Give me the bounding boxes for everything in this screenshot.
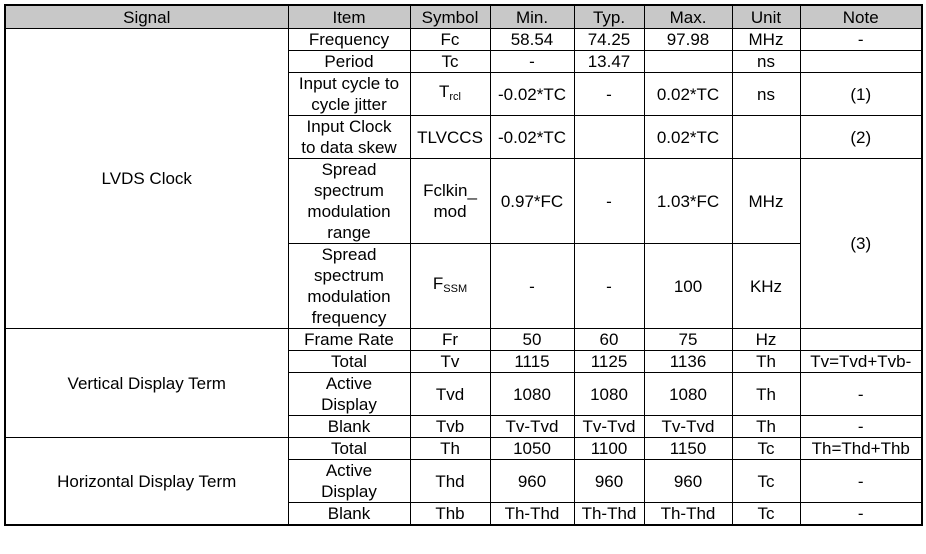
- item-cell: Blank: [288, 416, 410, 438]
- symbol-cell: Thd: [410, 460, 490, 503]
- item-cell: Frame Rate: [288, 329, 410, 351]
- unit-cell: MHz: [732, 159, 800, 244]
- note-cell: -: [800, 416, 922, 438]
- note-cell: (2): [800, 116, 922, 159]
- symbol-base: T: [439, 81, 450, 101]
- max-cell: 1136: [644, 351, 732, 373]
- symbol-cell: Tvd: [410, 373, 490, 416]
- unit-cell: ns: [732, 73, 800, 116]
- unit-cell: KHz: [732, 244, 800, 329]
- signal-horizontal-display-term: Horizontal Display Term: [5, 438, 288, 526]
- header-min: Min.: [490, 5, 574, 29]
- min-cell: 58.54: [490, 29, 574, 51]
- symbol-cell: [410, 244, 490, 329]
- note-cell: -: [800, 460, 922, 503]
- symbol-base: F: [432, 273, 444, 293]
- item-line: spectrum: [314, 266, 384, 285]
- item-line: modulation: [307, 287, 391, 306]
- item-line: Active: [325, 461, 373, 480]
- table-row: [5, 438, 922, 460]
- min-cell: -: [490, 244, 574, 329]
- unit-cell: Th: [732, 373, 800, 416]
- note-cell: [800, 329, 922, 351]
- symbol-cell: Tv: [410, 351, 490, 373]
- typ-cell: -: [574, 244, 644, 329]
- typ-cell: 1125: [574, 351, 644, 373]
- item-line: Spread: [321, 160, 377, 179]
- note-cell: Th=Thd+Thb: [800, 438, 922, 460]
- unit-cell: Th: [732, 351, 800, 373]
- item-line: modulation: [307, 202, 391, 221]
- item-line: Input Clock: [306, 117, 392, 136]
- min-cell: 1115: [490, 351, 574, 373]
- item-line: spectrum: [314, 181, 384, 200]
- item-cell: [288, 159, 410, 244]
- typ-cell: -: [574, 159, 644, 244]
- unit-cell: Th: [732, 416, 800, 438]
- symbol-cell: Tc: [410, 51, 490, 73]
- item-line: Spread: [321, 245, 377, 264]
- max-cell: [644, 51, 732, 73]
- note-cell: -: [800, 503, 922, 526]
- typ-cell: 60: [574, 329, 644, 351]
- unit-cell: Hz: [732, 329, 800, 351]
- symbol-line: mod: [433, 202, 467, 221]
- item-line: range: [327, 223, 371, 242]
- item-line: Active: [325, 374, 373, 393]
- item-cell: Total: [288, 438, 410, 460]
- item-cell: Total: [288, 351, 410, 373]
- typ-cell: -: [574, 73, 644, 116]
- typ-cell: Th-Thd: [574, 503, 644, 526]
- table-row: [5, 329, 922, 351]
- max-cell: 0.02*TC: [644, 116, 732, 159]
- item-line: to data skew: [301, 138, 397, 157]
- symbol-cell: TLVCCS: [410, 116, 490, 159]
- note-cell: (1): [800, 73, 922, 116]
- header-item: Item: [288, 5, 410, 29]
- header-row: [5, 5, 922, 29]
- max-cell: 97.98: [644, 29, 732, 51]
- table-row: [5, 29, 922, 51]
- typ-cell: [574, 116, 644, 159]
- item-line: cycle jitter: [311, 95, 387, 114]
- header-typ: Typ.: [574, 5, 644, 29]
- min-cell: -0.02*TC: [490, 116, 574, 159]
- min-cell: 960: [490, 460, 574, 503]
- signal-vertical-display-term: Vertical Display Term: [5, 329, 288, 438]
- min-cell: 1050: [490, 438, 574, 460]
- unit-cell: [732, 116, 800, 159]
- timing-spec-table: [4, 4, 923, 526]
- symbol-cell: [410, 73, 490, 116]
- note-cell: [800, 51, 922, 73]
- item-line: Display: [321, 482, 377, 501]
- min-cell: -0.02*TC: [490, 73, 574, 116]
- unit-cell: Tc: [732, 503, 800, 526]
- min-cell: -: [490, 51, 574, 73]
- typ-cell: 74.25: [574, 29, 644, 51]
- item-cell: [288, 73, 410, 116]
- typ-cell: Tv-Tvd: [574, 416, 644, 438]
- unit-cell: Tc: [732, 460, 800, 503]
- item-line: frequency: [311, 308, 387, 327]
- note-cell: Tv=Tvd+Tvb-: [800, 351, 922, 373]
- max-cell: 1080: [644, 373, 732, 416]
- min-cell: 0.97*FC: [490, 159, 574, 244]
- unit-cell: ns: [732, 51, 800, 73]
- symbol-cell: Thb: [410, 503, 490, 526]
- header-unit: Unit: [732, 5, 800, 29]
- item-line: Input cycle to: [298, 74, 400, 93]
- symbol-cell: Fr: [410, 329, 490, 351]
- spec-table-container: [4, 4, 923, 526]
- symbol-cell: Tvb: [410, 416, 490, 438]
- note-cell: -: [800, 29, 922, 51]
- unit-cell: Tc: [732, 438, 800, 460]
- symbol-subscript: SSM: [443, 282, 468, 295]
- max-cell: 1150: [644, 438, 732, 460]
- min-cell: 1080: [490, 373, 574, 416]
- signal-lvds-clock: LVDS Clock: [5, 29, 288, 329]
- symbol-cell: [410, 159, 490, 244]
- item-line: Display: [321, 395, 377, 414]
- symbol-line: Fclkin_: [423, 181, 477, 200]
- header-symbol: Symbol: [410, 5, 490, 29]
- item-cell: [288, 373, 410, 416]
- max-cell: 100: [644, 244, 732, 329]
- typ-cell: 1080: [574, 373, 644, 416]
- header-max: Max.: [644, 5, 732, 29]
- max-cell: 960: [644, 460, 732, 503]
- item-cell: [288, 460, 410, 503]
- min-cell: 50: [490, 329, 574, 351]
- min-cell: Tv-Tvd: [490, 416, 574, 438]
- typ-cell: 1100: [574, 438, 644, 460]
- unit-cell: MHz: [732, 29, 800, 51]
- header-note: Note: [800, 5, 922, 29]
- typ-cell: 13.47: [574, 51, 644, 73]
- max-cell: Th-Thd: [644, 503, 732, 526]
- header-signal: Signal: [5, 5, 288, 29]
- item-cell: [288, 116, 410, 159]
- item-cell: Blank: [288, 503, 410, 526]
- symbol-cell: Th: [410, 438, 490, 460]
- note-cell: (3): [800, 159, 922, 329]
- max-cell: 0.02*TC: [644, 73, 732, 116]
- typ-cell: 960: [574, 460, 644, 503]
- item-cell: Period: [288, 51, 410, 73]
- min-cell: Th-Thd: [490, 503, 574, 526]
- max-cell: 75: [644, 329, 732, 351]
- item-cell: Frequency: [288, 29, 410, 51]
- item-cell: [288, 244, 410, 329]
- symbol-cell: Fc: [410, 29, 490, 51]
- max-cell: 1.03*FC: [644, 159, 732, 244]
- note-cell: -: [800, 373, 922, 416]
- symbol-subscript: rcl: [449, 90, 461, 103]
- max-cell: Tv-Tvd: [644, 416, 732, 438]
